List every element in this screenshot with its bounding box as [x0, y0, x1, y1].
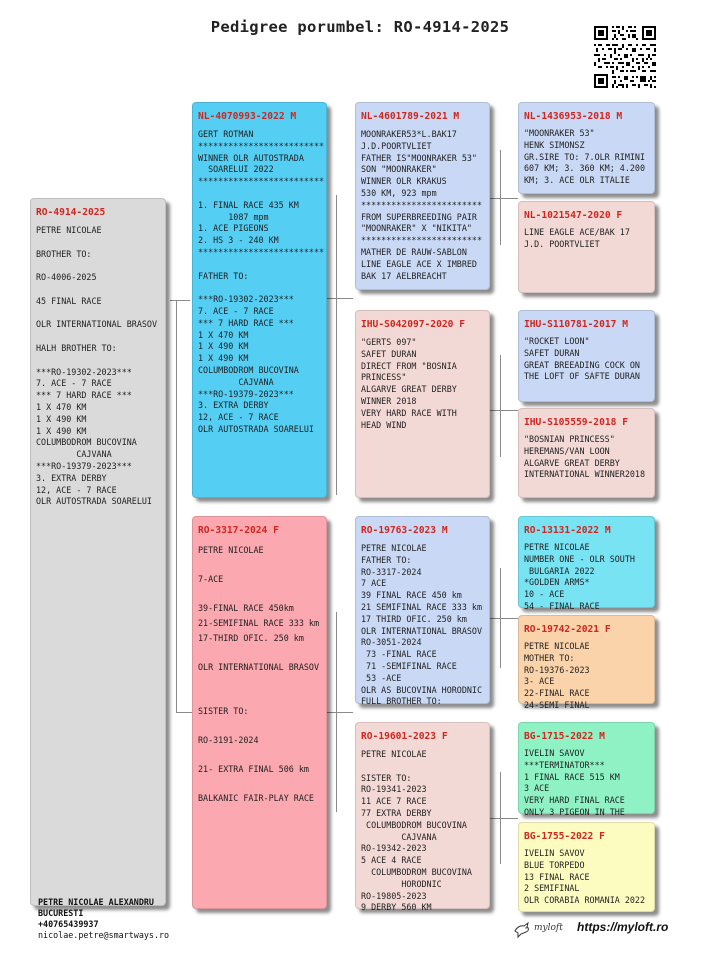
card-text: "BOSNIAN PRINCESS" HEREMANS/VAN LOON ALGARVE GREAT DERBY INTERNATIONAL WINNER2018 — [524, 434, 646, 480]
connector-line — [490, 618, 518, 619]
card-text: IVELIN SAVOV BLUE TORPEDO 13 FINAL RACE 2 SEMIFINAL OLR CORABIA ROMANIA 2022 — [524, 848, 646, 906]
ring-number: RO-4914-2025 — [36, 207, 106, 218]
dam-sire-dam-card[interactable] — [518, 615, 655, 710]
card-text: PETRE NICOLAE NUMBER ONE - OLR SOUTH BULGARIA 2022 *GOLDEN ARMS* 10 - ACE 54 - FINAL RACE — [524, 542, 635, 611]
card-text: LINE EAGLE ACE/BAK 17 J.D. POORTVLIET — [524, 227, 630, 249]
card-text: "ROCKET LOON" SAFET DURAN GREAT BREEADING COCK ON THE LOFT OF SAFTE DURAN — [524, 336, 640, 382]
ring-number: IHU-S110781-2017 M — [524, 319, 628, 330]
ring-number: IHU-S105559-2018 F — [524, 417, 628, 428]
page-title: Pedigree porumbel: RO-4914-2025 — [210, 18, 510, 36]
subject-card[interactable] — [30, 198, 166, 906]
myloft-brand — [512, 919, 669, 939]
owner-name: PETRE NICOLAE ALEXANDRU — [38, 897, 154, 907]
connector-line — [490, 818, 518, 819]
card-text: GERT ROTMAN ************************* WINNER OLR AUTOSTRADA SOARELUI 2022 ************************* 1. FINAL RACE 435 KM 1087 mpm 1. ACE PIGEONS 2. HS 3 - 240 KM ************************* FATHER TO: ***RO-19302-2023*** 7. ACE - 7 RACE *** 7 HARD RACE *** 1 X 470 KM 1 X 490 KM 1 X 490 KM COLUMBODROM BUCOVINA CAJVANA ***RO-19379-2023*** 3. EXTRA DERBY 12, ACE - 7 RACE OLR AUTOSTRADA SOARELUI — [198, 129, 325, 434]
sire-sire-card[interactable] — [355, 102, 490, 290]
dam-sire-sire-card[interactable] — [518, 516, 655, 611]
card-text: PETRE NICOLAE MOTHER TO: RO-19376-2023 3- ACE 22-FINAL RACE 24-SEMI FINAL — [524, 641, 590, 710]
card-text: MOONRAKER53*L.BAK17 J.D.POORTVLIET FATHER IS"MOONRAKER 53" SON "MOONRAKER" WINNER OLR KRAKUS 530 KM, 923 mpm ************************ FROM SUPERBREEDING PAIR "MOONRAKER" X "NIKITA" ************************ MATHER DE RAUW-SABLON LINE EAGLE ACE X IMBRED BAK 17 AELBREACHT — [361, 129, 483, 281]
connector-line — [336, 195, 337, 495]
dam-card[interactable] — [192, 516, 327, 909]
qr-code — [592, 24, 658, 90]
card-text: PETRE NICOLAE BROTHER TO: RO-4006-2025 45 FINAL RACE OLR INTERNATIONAL BRASOV HALH BROTHER TO: ***RO-19302-2023*** 7. ACE - 7 RACE *** 7 HARD RACE *** 1 X 470 KM 1 X 490 KM 1 X 490 KM COLUMBODROM BUCOVINA CAJVANA ***RO-19379-2023*** 3. EXTRA DERBY 12, ACE - 7 RACE OLR AUTOSTRADA SOARELUI — [36, 225, 158, 507]
owner-email: nicolae.petre@smartways.ro — [38, 930, 170, 940]
card-text: "GERTS 097" SAFET DURAN DIRECT FROM "BOSNIA PRINCESS" ALGARVE GREAT DERBY WINNER 2018 VERY HARD RACE WITH HEAD WIND — [361, 337, 457, 430]
ring-number: RO-3317-2024 F — [198, 525, 279, 536]
sire-dam-sire-card[interactable] — [518, 310, 655, 402]
connector-line — [170, 300, 190, 301]
connector-line — [500, 355, 501, 457]
ring-number: RO-19601-2023 F — [361, 731, 448, 742]
card-text: PETRE NICOLAE 7-ACE 39-FINAL RACE 450km 21-SEMIFINAL RACE 333 km 17-THIRD OFIC. 250 km OLR INTERNATIONAL BRASOV SISTER TO: RO-3191-2024 21- EXTRA FINAL 506 km BALKANIC FAIR-PLAY RACE — [198, 545, 320, 804]
owner-phone: +40765439937 — [38, 919, 99, 929]
sire-card[interactable] — [192, 102, 327, 498]
dam-dam-dam-card[interactable] — [518, 822, 655, 912]
connector-line — [500, 150, 501, 245]
connector-line — [336, 612, 337, 812]
sire-sire-dam-card[interactable] — [518, 201, 655, 293]
ring-number: BG-1755-2022 F — [524, 831, 605, 842]
brand-url-link[interactable]: https://myloft.ro — [577, 920, 669, 934]
ring-number: RO-19763-2023 M — [361, 525, 448, 536]
pigeon-logo-icon — [512, 919, 532, 939]
ring-number: RO-19742-2021 F — [524, 624, 611, 635]
ring-number: IHU-S042097-2020 F — [361, 319, 465, 330]
ring-number: NL-4601789-2021 M — [361, 111, 460, 122]
connector-line — [500, 772, 501, 864]
card-text: PETRE NICOLAE FATHER TO: RO-3317-2024 7 ACE 39 FINAL RACE 450 km 21 SEMIFINAL RACE 333 km 17 THIRD OFIC. 250 km OLR INTERNATIONAL BRASOV RO-3051-2024 73 -FINAL RACE 71 -SEMIFINAL RACE 53 -ACE OLR AS BUCOVINA HORODNIC FULL BROTHER TO: — [361, 543, 483, 707]
dam-dam-sire-card[interactable] — [518, 722, 655, 817]
connector-line — [176, 712, 192, 713]
ring-number: NL-1436953-2018 M — [524, 111, 623, 122]
sire-dam-card[interactable] — [355, 310, 490, 498]
sire-dam-dam-card[interactable] — [518, 408, 655, 498]
connector-line — [490, 198, 518, 199]
connector-line — [327, 298, 353, 299]
brand-name: myloft — [534, 923, 563, 933]
owner-contact — [38, 897, 169, 941]
ring-number: NL-4070993-2022 M — [198, 111, 297, 122]
card-text: PETRE NICOLAE SISTER TO: RO-19341-2023 11 ACE 7 RACE 77 EXTRA DERBY COLUMBODROM BUCOVINA CAJVANA RO-19342-2023 5 ACE 4 RACE COLUMBODROM BUCOVINA HORODNIC RO-19805-2023 9 DERBY 560 KM — [361, 749, 472, 913]
ring-number: RO-13131-2022 M — [524, 525, 611, 536]
sire-sire-sire-card[interactable] — [518, 102, 655, 194]
dam-dam-card[interactable] — [355, 722, 490, 913]
ring-number: NL-1021547-2020 F — [524, 210, 623, 221]
card-text: IVELIN SAVOV ***TERMINATOR*** 1 FINAL RACE 515 KM 3 ACE VERY HARD FINAL RACE ONLY 3 PIGEON IN THE — [524, 748, 625, 817]
connector-line — [500, 568, 501, 668]
connector-line — [490, 410, 518, 411]
ring-number: BG-1715-2022 M — [524, 731, 605, 742]
connector-line — [176, 300, 177, 712]
owner-city: BUCURESTI — [38, 908, 84, 918]
connector-line — [327, 712, 353, 713]
card-text: "MOONRAKER 53" HENK SIMONSZ GR.SIRE TO: 7.OLR RIMINI 607 KM; 3. 360 KM; 4.200 KM; 3. ACE OLR ITALIE — [524, 128, 646, 186]
dam-sire-card[interactable] — [355, 516, 490, 707]
